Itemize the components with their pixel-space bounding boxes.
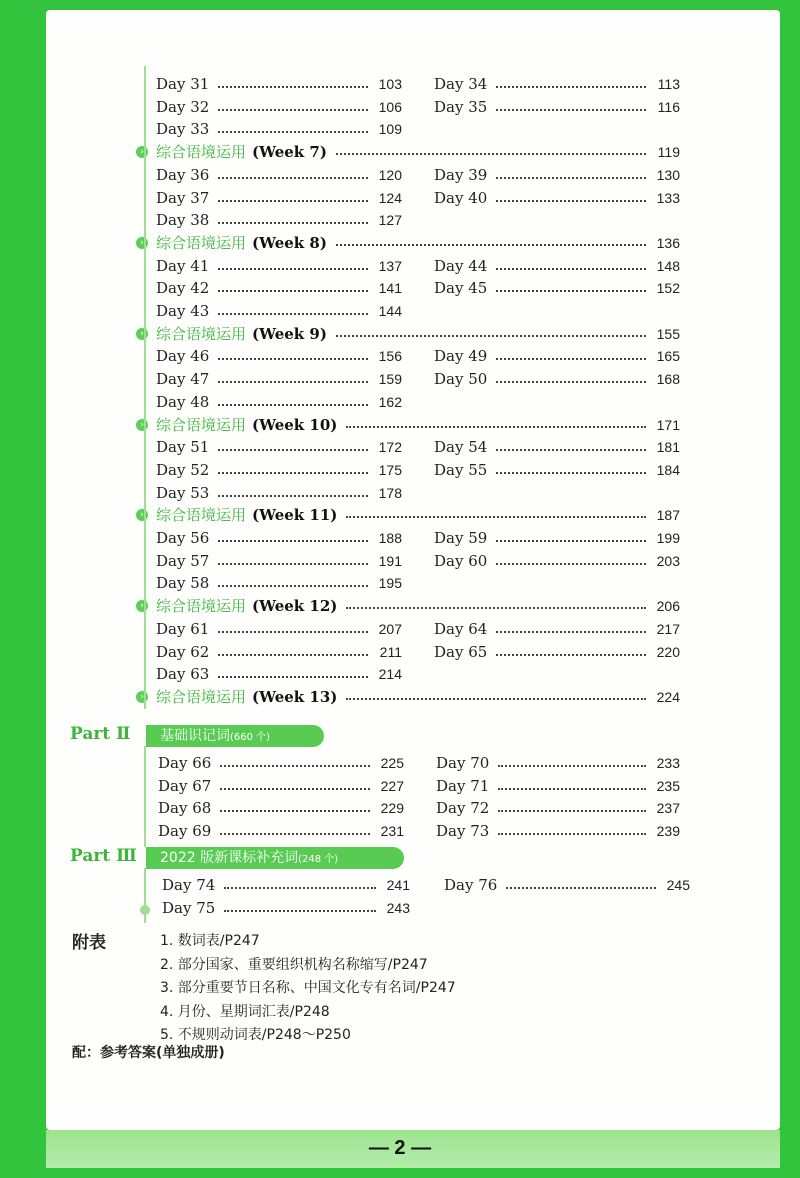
day-label: Day 51 [156, 438, 210, 457]
appendix-item[interactable]: 2. 部分国家、重要组织机构名称缩写/P247 [160, 956, 428, 973]
part-banner-count: (660 个) [230, 732, 271, 743]
section-week: (Week 7) [252, 143, 327, 162]
page-ref: 133 [656, 189, 680, 206]
day-label: Day 70 [436, 754, 490, 772]
page-number: — 2 — [368, 1137, 432, 1159]
toc-entry[interactable] [434, 277, 680, 299]
dot-leader [346, 413, 646, 428]
toc-entry[interactable] [434, 164, 680, 186]
day-label: Day 46 [156, 347, 210, 366]
page-ref: 116 [657, 98, 680, 115]
day-label: Day 39 [434, 165, 488, 184]
page-ref: 130 [656, 166, 680, 183]
page-ref: 106 [378, 98, 402, 115]
page-ref: 124 [378, 189, 402, 206]
dot-leader [336, 140, 646, 155]
dot-leader [496, 345, 646, 360]
page-ref: 144 [378, 303, 402, 319]
section-heading[interactable] [136, 231, 680, 255]
part-banner [146, 725, 324, 747]
dot-leader [346, 594, 646, 609]
page-ref: 175 [378, 461, 402, 478]
dot-leader [346, 685, 646, 700]
page-ref: 225 [380, 755, 404, 771]
dot-leader [218, 482, 368, 497]
chevron-right-icon: › [136, 237, 148, 249]
dot-leader [220, 775, 370, 790]
dot-leader [218, 255, 368, 270]
toc-entry[interactable] [434, 73, 680, 95]
page-ref: 141 [378, 280, 402, 297]
section-title: 综合语境运用 [156, 687, 247, 706]
part-banner-title: 2022 版新课标补充词 [160, 850, 299, 866]
toc-entry[interactable] [162, 874, 410, 896]
day-label: Day 35 [434, 97, 488, 116]
chevron-right-icon: › [136, 146, 148, 158]
dot-leader [496, 436, 646, 451]
section-title: 综合语境运用 [156, 143, 247, 162]
dot-leader [498, 775, 646, 790]
dot-leader [218, 436, 368, 451]
page-ref: 127 [378, 212, 402, 229]
dot-leader [496, 618, 646, 633]
toc-entry[interactable] [156, 436, 402, 458]
dot-leader [496, 368, 646, 383]
toc-entry[interactable] [158, 797, 404, 819]
timeline-line [144, 746, 146, 847]
toc-entry[interactable] [156, 118, 402, 140]
toc-entry[interactable] [158, 820, 404, 842]
answer-note: 配：参考答案(单独成册) [72, 1045, 225, 1061]
timeline-line [144, 66, 146, 709]
toc-entry[interactable] [156, 572, 402, 594]
page-ref: 214 [378, 666, 402, 683]
toc-entry[interactable] [156, 187, 402, 209]
page-ref: 188 [378, 530, 402, 546]
day-label: Day 69 [158, 822, 212, 841]
page-ref: 159 [378, 371, 402, 388]
day-label: Day 34 [434, 75, 488, 93]
page-ref: 243 [386, 899, 410, 916]
page-ref: 237 [656, 800, 680, 817]
day-label: Day 53 [156, 483, 210, 502]
day-label: Day 65 [434, 642, 488, 661]
dot-leader [220, 752, 370, 767]
page-ref: 109 [378, 121, 402, 138]
page-ref: 103 [378, 76, 402, 92]
part-label: Part Ⅲ [70, 846, 137, 866]
toc-entry[interactable] [436, 775, 680, 797]
page-ref: 155 [656, 325, 680, 342]
dot-leader [218, 209, 368, 224]
page-ref: 120 [378, 166, 402, 183]
page-ref: 220 [656, 643, 680, 660]
chevron-right-icon: › [136, 600, 148, 612]
appendix-item[interactable]: 5. 不规则动词表/P248～P250 [160, 1027, 351, 1043]
section-title: 综合语境运用 [156, 324, 247, 343]
dot-leader [498, 797, 646, 812]
toc-entry[interactable] [156, 209, 402, 231]
appendix-item[interactable]: 3. 部分重要节日名称、中国文化专有名词/P247 [160, 980, 456, 996]
dot-leader [218, 187, 368, 202]
toc-entry[interactable] [156, 459, 402, 481]
toc-entry[interactable] [434, 527, 680, 549]
timeline-line [144, 868, 146, 923]
dot-leader [220, 820, 370, 835]
page-ref: 113 [657, 76, 680, 92]
dot-leader [218, 527, 368, 542]
dot-leader [218, 368, 368, 383]
dot-leader [336, 322, 646, 337]
page-ref: 178 [378, 484, 402, 501]
dot-leader [218, 277, 368, 292]
toc-entry[interactable] [156, 527, 402, 549]
page-ref: 206 [656, 598, 680, 615]
dot-leader [496, 527, 646, 542]
page-ref: 148 [656, 257, 680, 274]
toc-entry[interactable] [434, 368, 680, 390]
toc-entry[interactable] [434, 345, 680, 367]
dot-leader [218, 96, 368, 111]
section-week: (Week 12) [252, 597, 338, 616]
toc-entry[interactable] [434, 459, 680, 481]
toc-entry[interactable] [158, 752, 404, 774]
day-label: Day 75 [162, 898, 216, 917]
toc-entry[interactable] [158, 775, 404, 797]
chevron-right-icon: › [136, 509, 148, 521]
day-label: Day 73 [436, 822, 490, 841]
day-label: Day 63 [156, 665, 210, 684]
dot-leader [224, 874, 376, 889]
page-ref: 187 [656, 507, 680, 524]
chevron-right-icon: › [136, 328, 148, 340]
part-label: Part Ⅱ [70, 724, 131, 744]
toc-entry[interactable] [156, 164, 402, 186]
section-week: (Week 13) [252, 687, 338, 706]
toc-entry[interactable] [434, 618, 680, 640]
page-ref: 224 [656, 688, 680, 705]
page-ref: 211 [379, 643, 402, 660]
dot-leader [218, 550, 368, 565]
toc-entry[interactable] [156, 663, 402, 685]
appendix-item[interactable]: 1. 数词表/P247 [160, 933, 260, 949]
toc-entry[interactable] [434, 187, 680, 209]
page-ref: 184 [656, 461, 680, 478]
day-label: Day 41 [156, 256, 210, 275]
dot-leader [496, 459, 646, 474]
toc-entry[interactable] [162, 897, 410, 919]
page-ref: 195 [378, 575, 402, 592]
dot-leader [218, 663, 368, 678]
day-label: Day 61 [156, 619, 210, 638]
dot-leader [218, 118, 368, 133]
day-label: Day 50 [434, 370, 488, 389]
section-week: (Week 8) [252, 233, 327, 252]
page-ref: 239 [656, 823, 680, 840]
toc-entry[interactable] [156, 641, 402, 663]
dot-leader [218, 572, 368, 587]
toc-entry[interactable] [156, 96, 402, 118]
toc-entry[interactable] [156, 618, 402, 640]
page-ref: 137 [378, 257, 402, 274]
day-label: Day 33 [156, 120, 210, 139]
toc-entry[interactable] [434, 96, 680, 118]
dot-leader [496, 73, 646, 88]
dot-leader [218, 618, 368, 633]
section-week: (Week 11) [252, 506, 338, 525]
page-ref: 181 [656, 439, 680, 456]
day-label: Day 49 [434, 347, 488, 366]
toc-entry[interactable] [434, 550, 680, 572]
day-label: Day 71 [436, 776, 490, 795]
toc-entry[interactable] [444, 874, 690, 896]
day-label: Day 64 [434, 619, 488, 638]
dot-leader [218, 73, 368, 88]
toc-entry[interactable] [434, 436, 680, 458]
section-heading[interactable] [136, 594, 680, 618]
day-label: Day 74 [162, 876, 216, 894]
day-label: Day 57 [156, 551, 210, 570]
page-ref: 207 [378, 620, 402, 637]
page-ref: 172 [378, 439, 402, 456]
toc-entry[interactable] [436, 797, 680, 819]
page-ref: 156 [378, 348, 402, 365]
toc-entry[interactable] [156, 255, 402, 277]
page-ref: 152 [656, 280, 680, 297]
day-label: Day 72 [436, 799, 490, 818]
dot-leader [496, 187, 646, 202]
dot-leader [218, 345, 368, 360]
dot-leader [496, 641, 646, 656]
section-title: 综合语境运用 [156, 233, 247, 252]
day-label: Day 38 [156, 211, 210, 230]
section-heading[interactable] [136, 503, 680, 527]
dot-leader [346, 503, 646, 518]
toc-entry[interactable] [156, 277, 402, 299]
dot-leader [496, 96, 646, 111]
toc-entry[interactable] [156, 368, 402, 390]
section-heading[interactable] [136, 685, 680, 709]
page-ref: 203 [656, 552, 680, 569]
dot-leader [218, 300, 368, 315]
day-label: Day 37 [156, 188, 210, 207]
page-ref: 171 [656, 416, 680, 433]
day-label: Day 55 [434, 460, 488, 479]
dot-leader [218, 391, 368, 406]
day-label: Day 40 [434, 188, 488, 207]
page-ref: 191 [378, 552, 402, 569]
day-label: Day 45 [434, 279, 488, 298]
page-ref: 136 [656, 234, 680, 251]
dot-leader [218, 164, 368, 179]
day-label: Day 66 [158, 754, 212, 772]
page-ref: 165 [656, 348, 680, 365]
page-ref: 199 [656, 530, 680, 546]
dot-leader [496, 255, 646, 270]
page-ref: 168 [656, 371, 680, 388]
toc-entry[interactable] [156, 73, 402, 95]
toc-entry[interactable] [156, 391, 402, 413]
day-label: Day 31 [156, 75, 210, 93]
section-heading[interactable] [136, 413, 680, 437]
dot-leader [496, 164, 646, 179]
dot-leader [220, 797, 370, 812]
dot-leader [224, 897, 376, 912]
toc-entry[interactable] [436, 752, 680, 774]
part-banner [146, 847, 404, 869]
day-label: Day 54 [434, 438, 488, 457]
day-label: Day 76 [444, 876, 498, 894]
page-ref: 245 [666, 877, 690, 893]
page-ref: 227 [380, 777, 404, 794]
dot-leader [498, 752, 646, 767]
dot-leader [496, 550, 646, 565]
page-ref: 119 [657, 144, 680, 161]
chevron-right-icon: › [136, 691, 148, 703]
section-week: (Week 9) [252, 324, 327, 343]
section-heading[interactable] [136, 140, 680, 164]
dot-leader [506, 874, 656, 889]
toc-entry[interactable] [156, 550, 402, 572]
chevron-right-icon: › [136, 419, 148, 431]
dot-leader [336, 231, 646, 246]
day-label: Day 44 [434, 256, 488, 275]
toc-entry[interactable] [434, 255, 680, 277]
page-ref: 233 [656, 755, 680, 771]
day-label: Day 59 [434, 529, 488, 547]
section-heading[interactable] [136, 322, 680, 346]
section-title: 综合语境运用 [156, 506, 247, 525]
toc-entry[interactable] [434, 641, 680, 663]
day-label: Day 68 [158, 799, 212, 818]
page-ref: 229 [380, 800, 404, 817]
day-label: Day 43 [156, 302, 210, 320]
day-label: Day 52 [156, 460, 210, 479]
section-title: 综合语境运用 [156, 597, 247, 616]
day-label: Day 60 [434, 551, 488, 570]
day-label: Day 47 [156, 370, 210, 389]
page-ref: 217 [656, 620, 680, 637]
part-banner-count: (248 个) [298, 854, 339, 865]
day-label: Day 42 [156, 279, 210, 298]
part-banner-title: 基础识记词 [160, 728, 230, 744]
day-label: Day 56 [156, 529, 210, 547]
section-week: (Week 10) [252, 415, 338, 434]
day-label: Day 48 [156, 392, 210, 411]
section-title: 综合语境运用 [156, 415, 247, 434]
toc-entry[interactable] [156, 300, 402, 322]
dot-leader [218, 641, 368, 656]
day-label: Day 62 [156, 642, 210, 661]
page-ref: 231 [380, 823, 404, 840]
appendix-title: 附表 [72, 933, 106, 953]
day-label: Day 58 [156, 574, 210, 593]
dot-leader [218, 459, 368, 474]
page-ref: 235 [656, 777, 680, 794]
day-label: Day 67 [158, 776, 212, 795]
day-label: Day 32 [156, 97, 210, 116]
page-ref: 162 [378, 393, 402, 410]
dot-leader [498, 820, 646, 835]
page-ref: 241 [386, 877, 410, 893]
toc-entry[interactable] [156, 482, 402, 504]
appendix-item[interactable]: 4. 月份、星期词汇表/P248 [160, 1003, 330, 1020]
toc-entry[interactable] [156, 345, 402, 367]
day-label: Day 36 [156, 165, 210, 184]
toc-entry[interactable] [436, 820, 680, 842]
dot-leader [496, 277, 646, 292]
